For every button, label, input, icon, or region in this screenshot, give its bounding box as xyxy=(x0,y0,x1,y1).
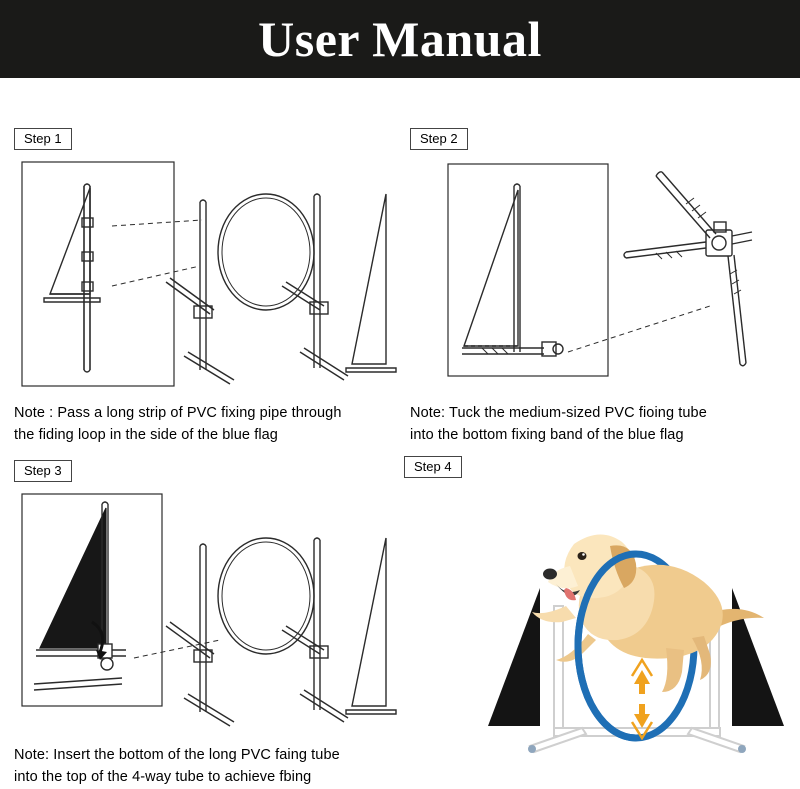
step-3-figure xyxy=(14,488,402,738)
step-1-note-line-1: Note : Pass a long strip of PVC fixing pipe through xyxy=(14,405,342,421)
step-3-note xyxy=(14,744,402,789)
step-2-note xyxy=(410,402,790,447)
step-3-note-line-1: Note: Insert the bottom of the long PVC faing tube xyxy=(14,747,340,763)
step-3-note-line-2: into the top of the 4-way tube to achieve fbing xyxy=(14,769,312,786)
step-2-block xyxy=(410,128,790,447)
step-4-badge: Step 4 xyxy=(404,456,462,478)
step-1-diagram xyxy=(14,156,402,396)
step-1-note xyxy=(14,402,402,447)
step-3-badge: Step 3 xyxy=(14,460,72,482)
step-2-badge: Step 2 xyxy=(410,128,468,150)
step-4-photo xyxy=(470,488,800,756)
step-1-figure xyxy=(14,156,402,396)
step-2-figure xyxy=(410,156,790,396)
step-1-note-line-2: the fiding loop in the side of the blue flag xyxy=(14,427,278,444)
step-2-diagram xyxy=(410,156,790,396)
step-3-diagram xyxy=(14,488,402,738)
arrow-up-icon xyxy=(632,660,652,694)
step-2-note-line-1: Note: Tuck the medium-sized PVC fioing tube xyxy=(410,405,707,421)
step-1-block xyxy=(14,128,402,447)
step-3-block xyxy=(14,460,402,789)
step-4-illustration xyxy=(470,488,800,756)
step-2-note-line-2: into the bottom fixing band of the blue flag xyxy=(410,427,684,444)
page-header xyxy=(0,0,800,78)
step-1-badge: Step 1 xyxy=(14,128,72,150)
manual-sheet xyxy=(0,78,800,786)
page-title: User Manual xyxy=(258,11,542,67)
step-4-block xyxy=(404,456,796,756)
